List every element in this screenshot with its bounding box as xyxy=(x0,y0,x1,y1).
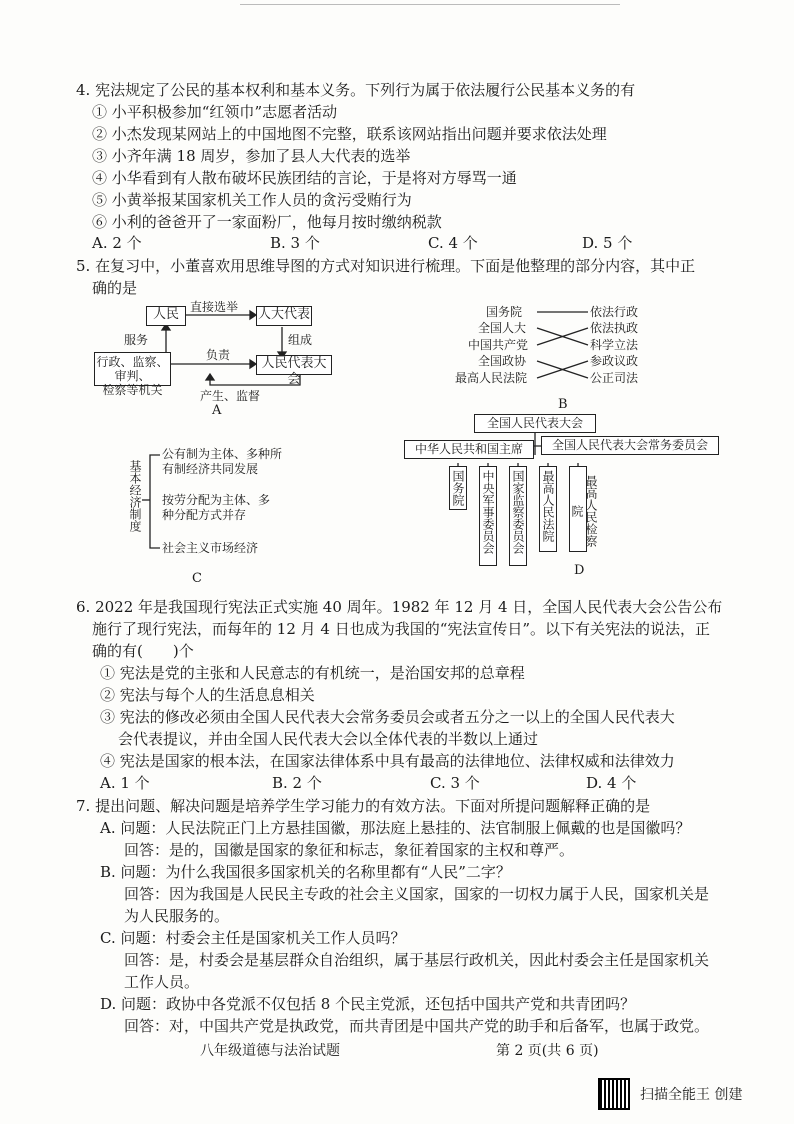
diagram-a-chansheng-label: 产生、监督 xyxy=(200,389,261,403)
q6-stem-line-3: 确的有( )个 xyxy=(92,642,194,660)
diagram-d-child-4 xyxy=(539,466,557,552)
q7-option-a-question[interactable]: A. 问题：人民法院正门上方悬挂国徽，那法庭上悬挂的、法官制服上佩戴的也是国徽吗？ xyxy=(100,819,691,837)
diagram-c-label: C xyxy=(192,571,202,586)
q6-item-3b: 会代表提议，并由全国人民代表大会以全体代表的半数以上通过 xyxy=(118,730,539,748)
diagram-d-child-2-text: 中央军事委员会 xyxy=(481,470,495,554)
q7-option-c-answer-2: 工作人员。 xyxy=(124,973,200,991)
q7-stem: 7. 提出问题、解决问题是培养学生学习能力的有效方法。下面对所提问题解释正确的是 xyxy=(76,797,651,815)
q5-stem-line-2: 确的是 xyxy=(92,279,138,297)
q7-option-d-question[interactable]: D. 问题：政协中各党派不仅包括 8 个民主党派，还包括中国共产党和共青团吗？ xyxy=(100,995,636,1013)
scanner-watermark: 扫描全能王 创建 xyxy=(640,1087,743,1103)
diagram-d-child-5-text: 最高人民检察院 xyxy=(570,474,598,547)
diagram-a-daibiaodahui: 人民代表大会 xyxy=(256,355,332,375)
diagram-a-zucheng-label: 组成 xyxy=(288,333,313,347)
diagram-d-child-2 xyxy=(479,466,497,566)
diagram-b-left-5: 最高人民法院 xyxy=(455,371,528,385)
q6-stem-line-1: 6. 2022 年是我国现行宪法正式实施 40 周年。1982 年 12 月 4 日，全国人民代表大会公告公布 xyxy=(76,598,723,616)
diagram-c-item-2a: 按劳分配为主体、多 xyxy=(162,493,271,507)
diagram-b-left-4: 全国政协 xyxy=(478,354,527,368)
q4-item-4: ④ 小华看到有人散布破坏民族团结的言论，于是将对方辱骂一通 xyxy=(92,169,517,187)
diagram-a-fuze-label: 负责 xyxy=(206,348,231,362)
diagram-d-child-1 xyxy=(449,466,467,510)
q7-option-b-answer-1: 回答：因为我国是人民民主专政的社会主义国家，国家的一切权力属于人民，国家机关是 xyxy=(124,885,710,903)
diagram-c-item-1b: 有制经济共同发展 xyxy=(162,462,259,476)
q7-option-b-question[interactable]: B. 问题：为什么我国很多国家机关的名称里都有“人民”二字？ xyxy=(100,863,511,881)
q6-item-2: ② 宪法与每个人的生活息息相关 xyxy=(100,686,315,704)
diagram-c-root-text: 基本经济制度 xyxy=(128,460,142,532)
diagram-a-renmin: 人民 xyxy=(146,306,186,326)
diagram-d-child-3 xyxy=(509,466,527,566)
diagram-b-label: B xyxy=(558,397,568,412)
q6-option-b[interactable]: B. 2 个 xyxy=(272,774,322,792)
q7-option-b-answer-2: 为人民服务的。 xyxy=(124,907,230,925)
q4-item-2: ② 小杰发现某网站上的中国地图不完整，联系该网站指出问题并要求依法处理 xyxy=(92,125,607,143)
diagram-a-zhijie-label: 直接选举 xyxy=(190,300,239,314)
q4-option-a[interactable]: A. 2 个 xyxy=(92,234,142,252)
q4-option-c[interactable]: C. 4 个 xyxy=(428,234,478,252)
q7-option-c-answer-1: 回答：是，村委会是基层群众自治组织，属于基层行政机关，因此村委会主任是国家机关 xyxy=(124,951,710,969)
diagram-a-rendadaibiao: 人大代表 xyxy=(256,306,312,326)
q6-option-d[interactable]: D. 4 个 xyxy=(586,774,637,792)
diagram-a-jiguan-line-1: 行政、监察、审判、 xyxy=(96,355,169,383)
diagram-b-right-3: 科学立法 xyxy=(590,338,639,352)
q6-item-3a: ③ 宪法的修改必须由全国人民代表大会常务委员会或者五分之一以上的全国人民代表大 xyxy=(100,708,675,726)
diagram-d-top: 全国人民代表大会 xyxy=(474,414,596,433)
diagram-b-right-5: 公正司法 xyxy=(590,371,639,385)
diagram-b-right-4: 参政议政 xyxy=(590,354,639,368)
diagram-c-item-1a: 公有制为主体、多种所 xyxy=(162,447,283,461)
q4-item-1: ① 小平积极参加“红领巾”志愿者活动 xyxy=(92,103,338,121)
diagram-a-fuwu-label: 服务 xyxy=(124,333,149,347)
q4-option-d[interactable]: D. 5 个 xyxy=(582,234,633,252)
diagram-a-jiguan xyxy=(94,352,171,397)
diagram-c-root xyxy=(128,460,142,535)
q6-item-4: ④ 宪法是国家的根本法，在国家法律体系中具有最高的法律地位、法律权威和法律效力 xyxy=(100,752,675,770)
q7-option-c-question[interactable]: C. 问题：村委会主任是国家机关工作人员吗？ xyxy=(100,929,406,947)
diagram-d-child-3-text: 国家监察委员会 xyxy=(511,470,525,554)
diagram-a-label: A xyxy=(212,403,222,418)
diagram-b-left-3: 中国共产党 xyxy=(468,338,529,352)
q4-item-3: ③ 小齐年满 18 周岁，参加了县人大代表的选举 xyxy=(92,147,411,165)
diagram-b-left-1: 国务院 xyxy=(486,305,523,319)
q4-item-5: ⑤ 小黄举报某国家机关工作人员的贪污受贿行为 xyxy=(92,191,412,209)
q4-item-6: ⑥ 小利的爸爸开了一家面粉厂，他每月按时缴纳税款 xyxy=(92,213,442,231)
q6-option-c[interactable]: C. 3 个 xyxy=(430,774,480,792)
diagram-b-right-1: 依法行政 xyxy=(590,305,639,319)
diagram-c-item-3: 社会主义市场经济 xyxy=(162,541,259,555)
footer-page-number: 第 2 页(共 6 页) xyxy=(496,1043,599,1059)
q5-stem-line-1: 5. 在复习中，小董喜欢用思维导图的方式对知识进行梳理。下面是他整理的部分内容，其中正 xyxy=(76,257,696,275)
diagram-d-child-4-text: 最高人民法院 xyxy=(541,470,555,542)
diagram-d-child-5 xyxy=(569,466,598,552)
q4-stem: 4. 宪法规定了公民的基本权利和基本义务。下列行为属于依法履行公民基本义务的有 xyxy=(76,81,636,99)
q6-option-a[interactable]: A. 1 个 xyxy=(100,774,150,792)
diagram-d-label: D xyxy=(574,563,585,578)
diagram-a-jiguan-line-2: 检察等机关 xyxy=(102,383,163,397)
diagram-c-item-2b: 种分配方式并存 xyxy=(162,508,247,522)
qr-code-icon xyxy=(598,1078,630,1110)
q6-item-1: ① 宪法是党的主张和人民意志的有机统一，是治国安邦的总章程 xyxy=(100,664,525,682)
q6-stem-line-2: 施行了现行宪法，而每年的 12 月 4 日也成为我国的“宪法宣传日”。以下有关宪法的说法，正 xyxy=(92,620,711,638)
diagram-d-right: 全国人民代表大会常务委员会 xyxy=(541,436,719,455)
diagram-b-left-2: 全国人大 xyxy=(478,321,527,335)
footer-subject: 八年级道德与法治试题 xyxy=(200,1043,340,1059)
q4-option-b[interactable]: B. 3 个 xyxy=(270,234,320,252)
diagram-d-child-1-text: 国务院 xyxy=(451,470,465,506)
diagram-d-left: 中华人民共和国主席 xyxy=(404,440,534,459)
diagram-b-right-2: 依法执政 xyxy=(590,321,639,335)
q7-option-a-answer: 回答：是的，国徽是国家的象征和标志，象征着国家的主权和尊严。 xyxy=(124,841,575,859)
q7-option-d-answer: 回答：对，中国共产党是执政党，而共青团是中国共产党的助手和后备军，也属于政党。 xyxy=(124,1017,710,1035)
